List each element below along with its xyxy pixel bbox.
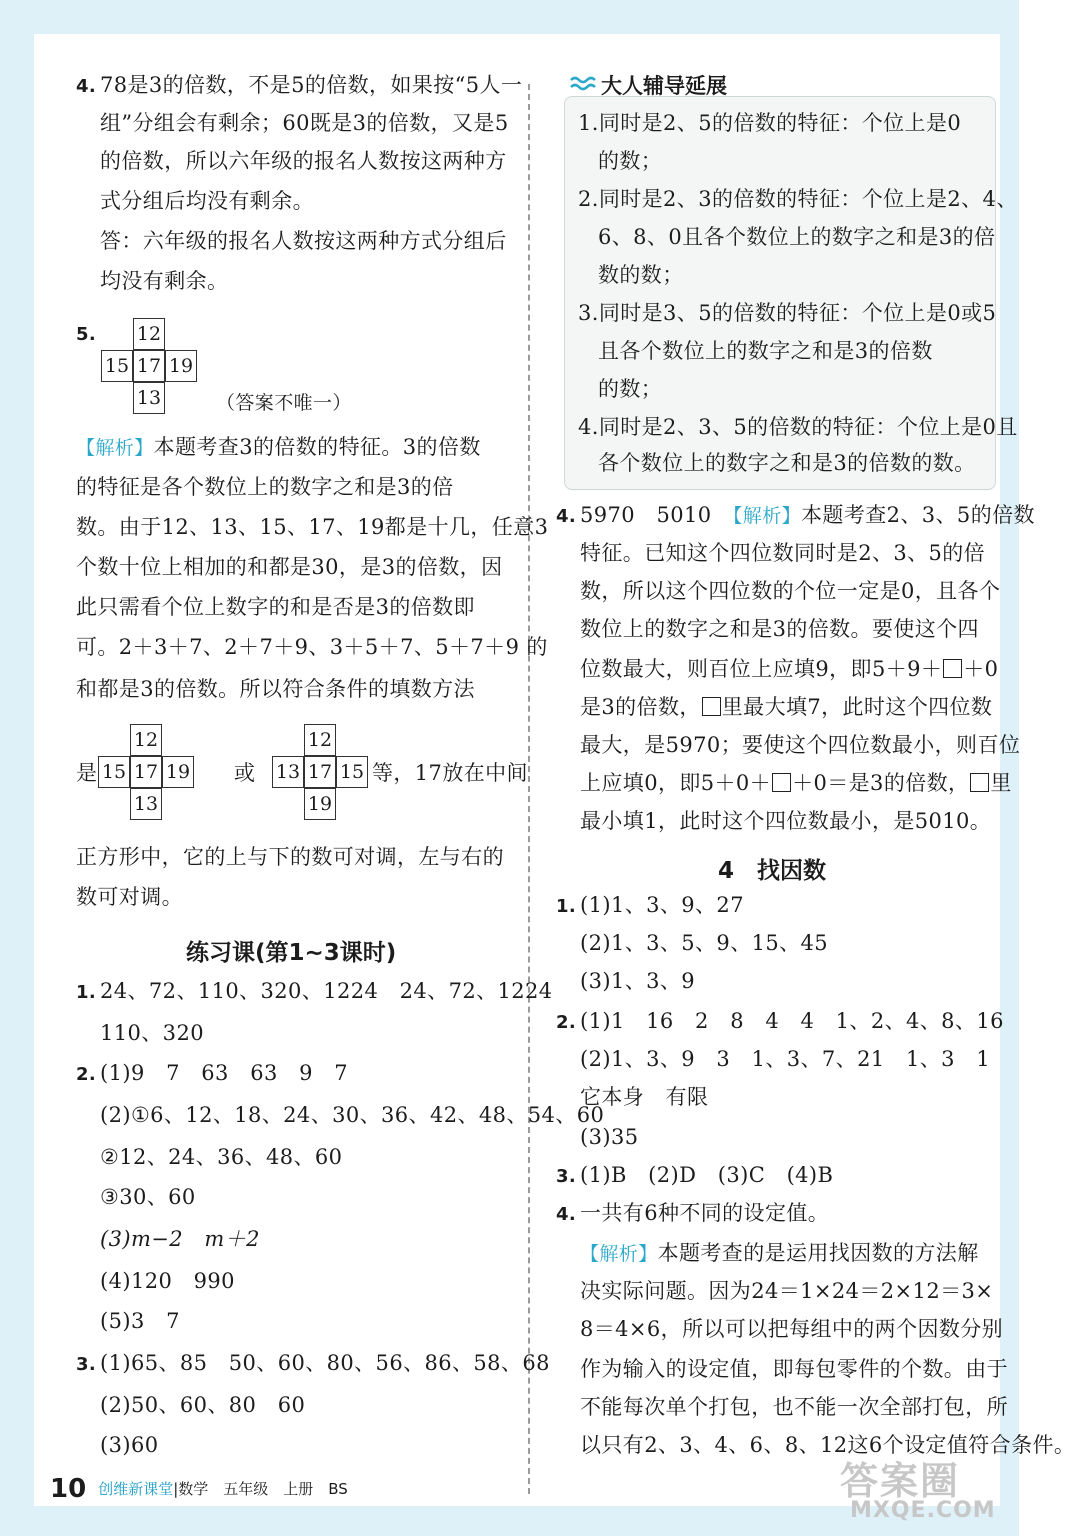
question-number: 3. xyxy=(556,1166,577,1187)
analysis-line-4: 个数十位上相加的和都是30，是3的倍数，因 xyxy=(76,555,503,579)
f4-analysis-2: 决实际问题。因为24＝1×24＝2×12＝3× xyxy=(580,1279,994,1303)
p2-line-7: (5)3 7 xyxy=(100,1309,180,1333)
text: 位数最大，则百位上应填9，即5＋9＋ xyxy=(580,657,943,681)
f4-analysis-5: 不能每次单个打包，也不能一次全部打包，所 xyxy=(580,1395,1008,1419)
box-line-9: 4.同时是2、3、5的倍数的特征：个位上是0且 xyxy=(578,415,1018,439)
grid-cell-right: 19 xyxy=(165,350,197,382)
f2-line-3: 它本身 有限 xyxy=(580,1085,709,1109)
page-footer xyxy=(50,1474,348,1504)
text: 是3的倍数， xyxy=(580,695,701,719)
f1-line-1 xyxy=(556,890,744,922)
watermark-bottom: MXQE.COM xyxy=(850,1498,996,1523)
watermark-logo xyxy=(800,1450,1000,1534)
p2-line-5: (3)m−2 m＋2 xyxy=(100,1227,260,1251)
p3-line-2: (2)50、60、80 60 xyxy=(100,1393,306,1417)
box-line-8: 的数； xyxy=(598,377,663,401)
question-number: 4. xyxy=(76,76,97,97)
text: 一共有6种不同的设定值。 xyxy=(580,1201,830,1225)
tutor-extension-title xyxy=(569,68,999,108)
f4-analysis-3: 8＝4×6，所以可以把每组中的两个因数分别 xyxy=(580,1317,1004,1341)
text: 上应填0，即5＋0＋ xyxy=(580,771,772,795)
r-q4-line-7: 最大，是5970；要使这个四位数最小，则百位 xyxy=(580,733,1021,757)
grid-cell-top: 12 xyxy=(130,724,162,756)
section-title: 4 找因数 xyxy=(718,858,827,884)
blank-square xyxy=(702,697,721,716)
r-q4-line-9: 最小填1，此时这个四位数最小，是5010。 xyxy=(580,809,992,833)
f4-analysis-6: 以只有2、3、4、6、8、12这6个设定值符合条件。 xyxy=(580,1433,1075,1457)
box-line-2: 的数； xyxy=(598,149,663,173)
box-line-7: 且各个数位上的数字之和是3的倍数 xyxy=(598,339,933,363)
text: ＋0＝是3的倍数， xyxy=(792,771,970,795)
question-number: 1. xyxy=(556,896,577,917)
grid-cell-bottom: 13 xyxy=(133,382,165,414)
p2-line-6: (4)120 990 xyxy=(100,1269,235,1293)
f1-line-2: (2)1、3、5、9、15、45 xyxy=(580,931,829,955)
r-q4-line-8 xyxy=(580,768,1012,798)
question-number: 3. xyxy=(76,1354,97,1375)
after-line-2: 数可对调。 xyxy=(76,885,183,909)
p3-line-3: (3)60 xyxy=(100,1433,159,1457)
grid-cell-left: 15 xyxy=(98,756,130,788)
blank-square xyxy=(943,659,962,678)
text: (1)65、85 50、60、80、56、86、58、68 xyxy=(100,1351,550,1375)
text: 本题考查的是运用找因数的方法解 xyxy=(657,1241,979,1265)
text: 里最大填7，此时这个四位数 xyxy=(721,695,993,719)
q4-line-6: 均没有剩余。 xyxy=(100,269,229,293)
text: (1)1 16 2 8 4 4 1、2、4、8、16 xyxy=(580,1009,1004,1033)
grid-cell-center: 17 xyxy=(133,350,165,382)
box-line-3: 2.同时是2、3的倍数的特征：个位上是2、4、 xyxy=(578,187,1018,211)
practice-title: 练习课(第1~3课时) xyxy=(186,940,397,966)
grid-cell-left: 13 xyxy=(272,756,304,788)
blank-square xyxy=(772,773,791,792)
question-number: 2. xyxy=(556,1012,577,1033)
f2-line-2: (2)1、3、9 3 1、3、7、21 1、3 1 xyxy=(580,1047,991,1071)
analysis-line-5: 此只需看个位上数字的和是否是3的倍数即 xyxy=(76,595,475,619)
r-q4-line-2: 特征。已知这个四位数同时是2、3、5的倍 xyxy=(580,541,986,565)
text: (1)1、3、9、27 xyxy=(580,893,744,917)
question-number: 4. xyxy=(556,506,577,527)
q4-line-4: 式分组后均没有剩余。 xyxy=(100,189,314,213)
text: ＋0 xyxy=(963,657,999,681)
column-divider xyxy=(528,84,530,1494)
grid-cell-right: 19 xyxy=(162,756,194,788)
page-border-top xyxy=(0,0,1019,34)
page-number: 10 xyxy=(50,1474,87,1504)
grid-cell-center: 17 xyxy=(130,756,162,788)
page-border-left xyxy=(0,0,34,1536)
grid-cell-left: 15 xyxy=(101,350,133,382)
f1-line-3: (3)1、3、9 xyxy=(580,969,696,993)
p2-line-3: ②12、24、36、48、60 xyxy=(100,1145,343,1169)
grid-cell-top: 12 xyxy=(133,318,165,350)
box-line-5: 数的数； xyxy=(598,263,684,287)
r-q4-line-5 xyxy=(580,654,998,684)
q5-number xyxy=(76,318,100,350)
analysis-tag: 【解析】 xyxy=(732,505,802,527)
grid-cell-center: 17 xyxy=(304,756,336,788)
question-number: 4. xyxy=(556,1204,577,1225)
etc-text: 等，17放在中间 xyxy=(372,761,528,785)
analysis-line-3: 数。由于12、13、15、17、19都是十几，任意3 xyxy=(76,515,549,539)
r-q4-line-4: 数位上的数字之和是3的倍数。要使这个四 xyxy=(580,617,979,641)
analysis-tag: 【解析】 xyxy=(76,437,154,459)
or-word: 或 xyxy=(234,761,256,785)
p2-line-4: ③30、60 xyxy=(100,1185,196,1209)
grid-cell-bottom: 13 xyxy=(130,788,162,820)
q4-line-2: 组”分组会有剩余；60既是3的倍数，又是5 xyxy=(100,111,509,135)
q5-note: （答案不唯一） xyxy=(216,392,352,414)
grid-cell-right: 15 xyxy=(336,756,368,788)
question-number: 5. xyxy=(76,324,97,345)
q4-line-5: 答：六年级的报名人数按这两种方式分组后 xyxy=(100,229,507,253)
f4-analysis-4: 作为输入的设定值，即每包零件的个数。由于 xyxy=(580,1357,1008,1381)
p2-line-2: (2)①6、12、18、24、30、36、42、48、54、60 xyxy=(100,1103,605,1127)
analysis-line-2: 的特征是各个数位上的数字之和是3的倍 xyxy=(76,475,454,499)
grid-cell-bottom: 19 xyxy=(304,788,336,820)
analysis-line-7: 和都是3的倍数。所以符合条件的填数方法 xyxy=(76,677,475,701)
p1-line-1 xyxy=(76,976,553,1008)
question-number: 1. xyxy=(76,982,97,1003)
text: 24、72、110、320、1224 24、72、1224 xyxy=(100,979,553,1003)
analysis-tag: 【解析】 xyxy=(580,1243,658,1265)
q4-line-3: 的倍数，所以六年级的报名人数按这两种方 xyxy=(100,149,507,173)
text: 本题考查2、3、5的倍数 xyxy=(801,503,1035,527)
text: 本题考查3的倍数的特征。3的倍数 xyxy=(153,435,481,459)
answer: 5970 5010 xyxy=(580,503,712,527)
text: 78是3的倍数，不是5的倍数，如果按“5人一 xyxy=(100,73,523,97)
analysis-line-6: 可。2＋3＋7、2＋7＋9、3＋5＋7、5＋7＋9 的 xyxy=(76,635,548,659)
r-q4-line-6 xyxy=(580,692,992,722)
text: (1)B (2)D (3)C (4)B xyxy=(580,1163,834,1187)
book-meta: |数学 五年级 上册 BS xyxy=(173,1480,348,1498)
wave-icon xyxy=(569,74,595,94)
grid-cell-top: 12 xyxy=(304,724,336,756)
p1-line-2: 110、320 xyxy=(100,1021,204,1045)
f4-analysis-1 xyxy=(580,1238,979,1269)
f3-line xyxy=(556,1160,833,1192)
p2-line-1 xyxy=(76,1058,348,1090)
text: 里 xyxy=(990,771,1012,795)
f2-line-1 xyxy=(556,1006,1004,1038)
q4-line-1 xyxy=(76,70,522,102)
f4-line xyxy=(556,1198,829,1230)
is-word: 是 xyxy=(76,761,98,785)
watermark-top: 答案圈 xyxy=(840,1459,961,1503)
text: (1)9 7 63 63 9 7 xyxy=(100,1061,349,1085)
after-line-1: 正方形中，它的上与下的数可对调，左与右的 xyxy=(76,845,504,869)
box-line-1: 1.同时是2、5的倍数的特征：个位上是0 xyxy=(578,111,962,135)
box-title-text: 大人辅导延展 xyxy=(601,74,727,98)
box-line-10: 各个数位上的数字之和是3的倍数的数。 xyxy=(598,451,976,475)
r-q4-line-3: 数，所以这个四位数的个位一定是0，且各个 xyxy=(580,579,1001,603)
analysis-line-1 xyxy=(76,432,481,463)
brand-name: 创维新课堂 xyxy=(98,1480,174,1498)
box-line-4: 6、8、0且各个数位上的数字之和是3的倍 xyxy=(598,225,996,249)
r-q4-line-1 xyxy=(556,500,1035,532)
box-line-6: 3.同时是3、5的倍数的特征：个位上是0或5 xyxy=(578,301,997,325)
question-number: 2. xyxy=(76,1064,97,1085)
p3-line-1 xyxy=(76,1348,550,1380)
blank-square xyxy=(970,773,989,792)
f2-line-4: (3)35 xyxy=(580,1125,639,1149)
